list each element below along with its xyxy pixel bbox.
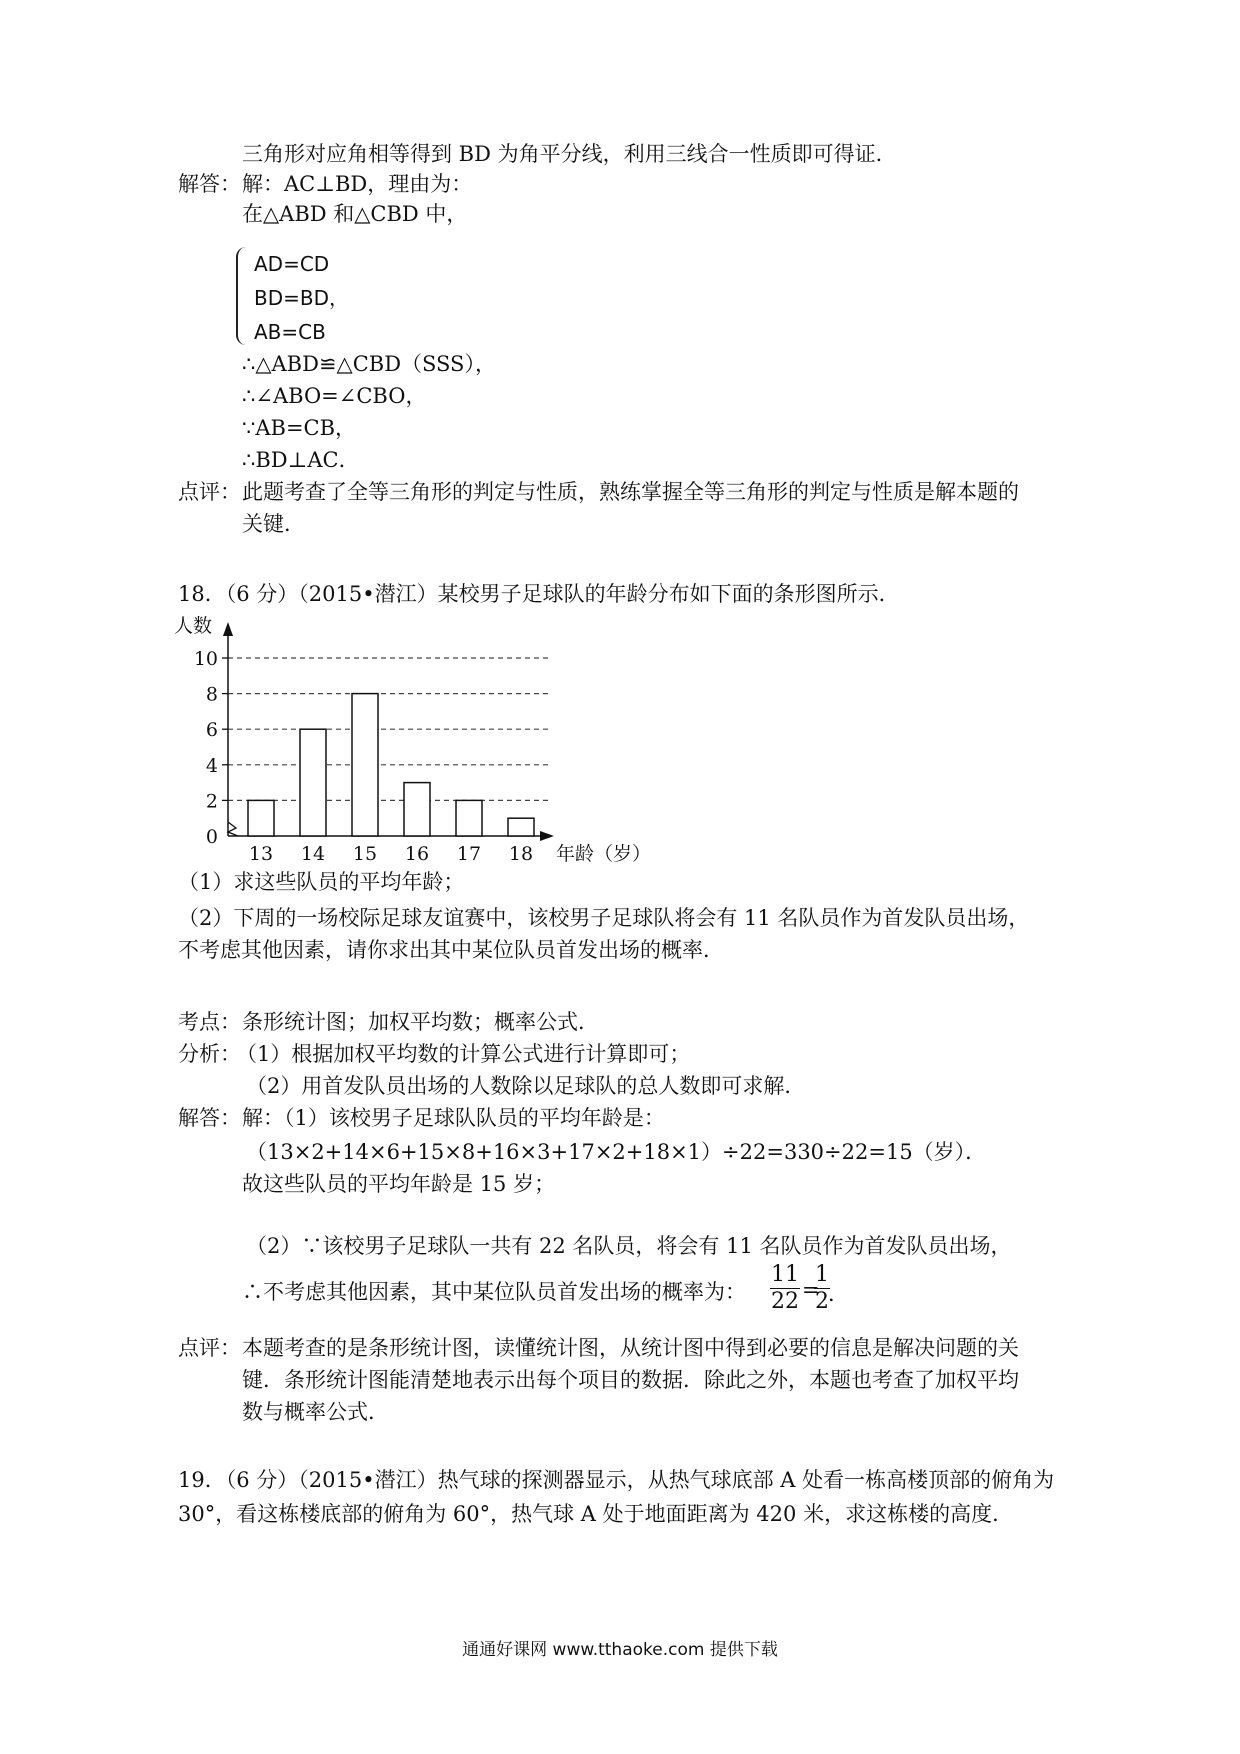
x-tick-label-16: 16	[404, 843, 430, 865]
x-tick-label-14: 14	[300, 843, 326, 865]
bar-13	[248, 800, 274, 836]
q19-line-1: 19．（6 分）（2015•潜江）热气球的探测器显示，从热气球底部 A 处看一栋高楼顶部的俯角为	[178, 1468, 1055, 1492]
system-eq-2: BD=BD，	[254, 286, 349, 310]
y-tick-label: 10	[193, 648, 218, 670]
bar-18	[508, 818, 534, 836]
x-tick-labels	[249, 843, 533, 865]
fenxi-line-1: （1）根据加权平均数的计算公式进行计算即可；	[236, 1042, 691, 1066]
system-eq-1: AD=CD	[254, 252, 330, 276]
bar-14	[300, 729, 326, 836]
jieda-line-5: ∴不考虑其他因素，其中某位队员首发出场的概率为：	[242, 1280, 746, 1304]
x-tick-label-13: 13	[248, 843, 274, 865]
pingping-line-1: 本题考查的是条形统计图，读懂统计图，从统计图中得到必要的信息是解决问题的关	[242, 1336, 1019, 1360]
comment-line-2: 关键．	[242, 512, 305, 536]
axis-break	[228, 822, 238, 836]
bar-chart	[170, 608, 660, 868]
fenxi-label: 分析：	[178, 1042, 241, 1066]
q18-sub2-line2: 不考虑其他因素，请你求出其中某位队员首发出场的概率．	[178, 938, 724, 962]
q18-sub1: （1）求这些队员的平均年龄；	[178, 870, 465, 894]
analysis-continuation: 三角形对应角相等得到 BD 为角平分线，利用三线合一性质即可得证．	[242, 142, 897, 166]
x-axis-label: 年龄（岁）	[556, 843, 652, 865]
pingping-label: 点评：	[178, 1336, 241, 1360]
comment-line-1: 此题考查了全等三角形的判定与性质，熟练掌握全等三角形的判定与性质是解本题的	[242, 480, 1019, 504]
answer-line-5: ∵AB=CB，	[242, 416, 357, 440]
jieda-line-4: （2）∵该校男子足球队一共有 22 名队员，将会有 11 名队员作为首发队员出场，	[246, 1234, 1012, 1258]
y-tick-label: 2	[205, 790, 218, 813]
jieda-line-1: 解：（1）该校男子足球队队员的平均年龄是：	[242, 1106, 665, 1130]
answer-label: 解答：	[178, 172, 241, 196]
answer-line-1: 解：AC⊥BD，理由为：	[242, 172, 473, 196]
y-axis-arrow	[223, 622, 233, 636]
answer-line-6: ∴BD⊥AC．	[242, 448, 360, 472]
pingping-line-2: 键．条形统计图能清楚地表示出每个项目的数据．除此之外，本题也考查了加权平均	[242, 1368, 1019, 1392]
chart-grid	[222, 658, 550, 800]
comment-label: 点评：	[178, 480, 241, 504]
q19-line-2: 30°，看这栋楼底部的俯角为 60°，热气球 A 处于地面距离为 420 米，求这栋楼的高度．	[178, 1502, 1014, 1526]
footer: 通通好课网 www.tthaoke.com 提供下载	[462, 1640, 778, 1660]
bar-17	[456, 800, 482, 836]
x-tick-label-17: 17	[456, 843, 482, 865]
q18-title: 18．（6 分）（2015•潜江）某校男子足球队的年龄分布如下面的条形图所示．	[178, 582, 900, 606]
period: ．	[828, 1282, 849, 1306]
kaodian-label: 考点：	[178, 1010, 241, 1034]
bar-15	[352, 694, 378, 836]
answer-line-2: 在△ABD 和△CBD 中，	[242, 202, 468, 226]
y-tick-labels	[194, 648, 218, 848]
equals-sign: =	[802, 1278, 820, 1302]
y-tick-label: 0	[205, 826, 218, 848]
bar-16	[404, 783, 430, 836]
y-axis-label: 人数	[174, 615, 213, 637]
q18-sub2-line1: （2）下周的一场校际足球友谊赛中，该校男子足球队将会有 11 名队员作为首发队员出场，	[178, 906, 1030, 930]
pingping-line-3: 数与概率公式．	[242, 1400, 389, 1424]
jieda-line-2: （13×2+14×6+15×8+16×3+17×2+18×1）÷22=330÷22=15（岁）．	[246, 1140, 987, 1164]
system-eq-3: AB=CB	[254, 320, 326, 344]
fraction-numerator: 11	[771, 1262, 799, 1287]
x-axis-arrow	[540, 831, 554, 841]
jieda-line-3: 故这些队员的平均年龄是 15 岁；	[242, 1172, 556, 1196]
y-tick-label: 6	[205, 719, 218, 742]
x-tick-label-15: 15	[352, 843, 378, 865]
equation-brace	[236, 247, 250, 345]
x-tick-label-18: 18	[508, 843, 534, 865]
y-tick-label: 4	[205, 754, 218, 777]
fraction-denominator: 2	[815, 1289, 829, 1314]
answer-line-3: ∴△ABD≌△CBD（SSS），	[242, 352, 496, 376]
jieda-label: 解答：	[178, 1106, 241, 1130]
answer-line-4: ∴∠ABO=∠CBO，	[242, 384, 427, 408]
fraction-11-22	[770, 1262, 800, 1315]
kaodian-text: 条形统计图；加权平均数；概率公式．	[242, 1010, 599, 1034]
fraction-denominator: 22	[771, 1289, 799, 1314]
fraction-numerator: 1	[815, 1262, 829, 1287]
fenxi-line-2: （2）用首发队员出场的人数除以足球队的总人数即可求解．	[246, 1074, 806, 1098]
y-tick-label: 8	[205, 683, 218, 706]
